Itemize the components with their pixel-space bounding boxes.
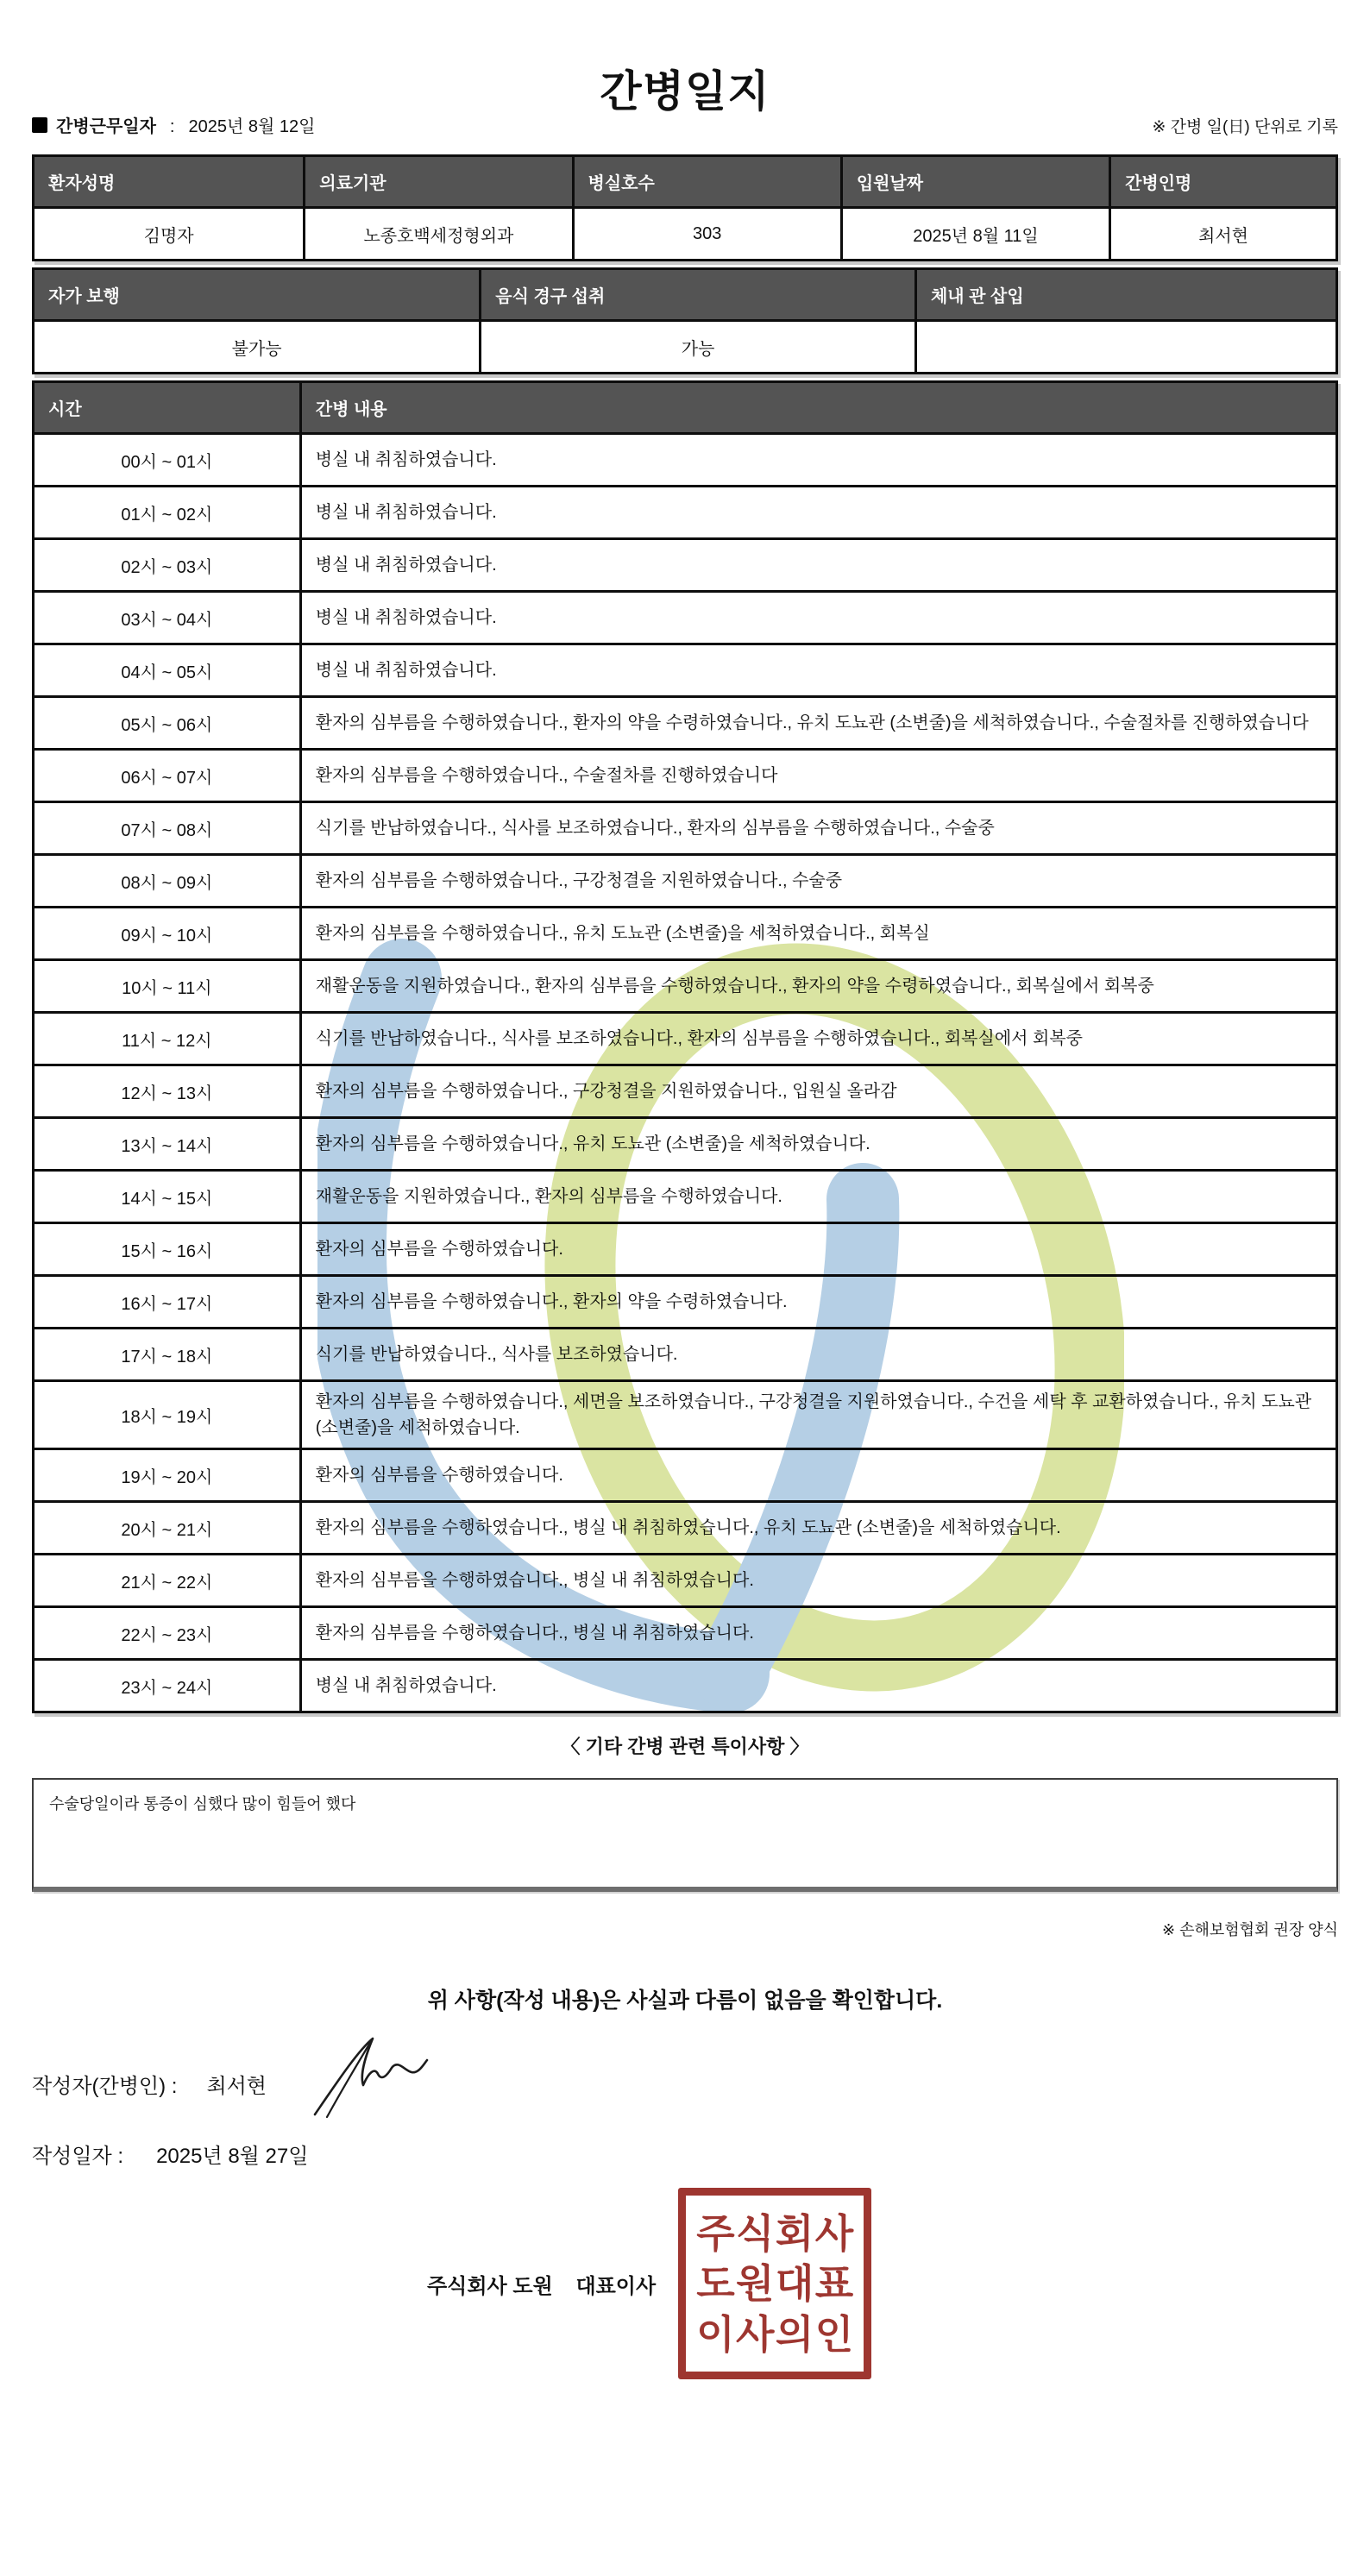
patient-info-value: 2025년 8월 11일: [841, 208, 1109, 261]
care-table-row: [34, 1660, 1337, 1712]
care-content-cell: 환자의 심부름을 수행하였습니다., 세면을 보조하였습니다., 구강청결을 지원하였습니다., 수건을 세탁 후 교환하였습니다., 유치 도뇨관 (소변줄)을 세척하였습니다.: [300, 1381, 1336, 1449]
care-content-cell: 병실 내 취침하였습니다.: [300, 1660, 1336, 1712]
care-time-cell: 14시 ~ 15시: [34, 1171, 301, 1223]
care-time-cell: 15시 ~ 16시: [34, 1223, 301, 1276]
patient-info-header: 의료기관: [305, 156, 573, 208]
care-time-cell: 23시 ~ 24시: [34, 1660, 301, 1712]
stamp-text-row: [696, 2209, 854, 2257]
writer-row: [32, 2059, 1338, 2108]
care-time-cell: 06시 ~ 07시: [34, 750, 301, 802]
stamp-char: 대: [775, 2260, 814, 2307]
stamp-char: 주: [696, 2209, 735, 2257]
care-table-row: [34, 592, 1337, 644]
patient-status-header: 체내 관 삽입: [915, 269, 1336, 321]
care-content-cell: 환자의 심부름을 수행하였습니다., 병실 내 취침하였습니다.: [300, 1607, 1336, 1660]
care-table-row: [34, 644, 1337, 697]
company-row: [32, 2188, 1338, 2379]
care-content-cell: 재활운동을 지원하였습니다., 환자의 심부름을 수행하였습니다.: [300, 1171, 1336, 1223]
patient-info-value: 303: [573, 208, 841, 261]
patient-info-value: 노종호백세정형외과: [305, 208, 573, 261]
write-date-value: 2025년 8월 27일: [156, 2145, 309, 2168]
care-time-header: 시간: [34, 382, 301, 434]
patient-info-value: 김명자: [34, 208, 305, 261]
hourly-care-table: [32, 380, 1338, 1713]
care-time-cell: 04시 ~ 05시: [34, 644, 301, 697]
stamp-char: 식: [736, 2209, 775, 2257]
care-time-cell: 02시 ~ 03시: [34, 539, 301, 592]
care-time-cell: 08시 ~ 09시: [34, 855, 301, 908]
care-time-cell: 16시 ~ 17시: [34, 1276, 301, 1329]
care-time-cell: 10시 ~ 11시: [34, 960, 301, 1013]
care-time-cell: 19시 ~ 20시: [34, 1449, 301, 1502]
patient-status-value: [915, 321, 1336, 374]
patient-info-table: [32, 154, 1338, 261]
care-content-cell: 환자의 심부름을 수행하였습니다., 수술절차를 진행하였습니다: [300, 750, 1336, 802]
care-table-row: [34, 855, 1337, 908]
care-content-cell: 환자의 심부름을 수행하였습니다., 구강청결을 지원하였습니다., 수술중: [300, 855, 1336, 908]
company-name: 주식회사 도원 대표이사: [427, 2274, 657, 2298]
care-time-cell: 11시 ~ 12시: [34, 1013, 301, 1065]
notes-section-title: 〈 기타 간병 관련 특이사항 〉: [561, 1736, 809, 1757]
care-content-cell: 병실 내 취침하였습니다.: [300, 539, 1336, 592]
corporate-seal-stamp: [678, 2188, 871, 2379]
care-content-cell: 병실 내 취침하였습니다.: [300, 644, 1336, 697]
patient-info-header: 환자성명: [34, 156, 305, 208]
care-content-cell: 재활운동을 지원하였습니다., 환자의 심부름을 수행하였습니다., 환자의 약을 수령하였습니다., 회복실에서 회복중: [300, 960, 1336, 1013]
write-date-label: 작성일자 :: [32, 2145, 124, 2168]
care-table-row: [34, 1013, 1337, 1065]
stamp-char: 원: [736, 2260, 775, 2307]
care-content-header: 간병 내용: [300, 382, 1336, 434]
care-time-cell: 07시 ~ 08시: [34, 802, 301, 855]
care-time-cell: 20시 ~ 21시: [34, 1502, 301, 1555]
care-table-row: [34, 1223, 1337, 1276]
care-time-cell: 17시 ~ 18시: [34, 1329, 301, 1381]
patient-info-value: 최서현: [1110, 208, 1337, 261]
care-table-row: [34, 802, 1337, 855]
care-table-row: [34, 750, 1337, 802]
care-table-row: [34, 1607, 1337, 1660]
work-date-label: 간병근무일자: [56, 117, 156, 136]
work-date-value: 2025년 8월 12일: [188, 117, 316, 136]
care-time-cell: 03시 ~ 04시: [34, 592, 301, 644]
stamp-char: 인: [814, 2310, 854, 2358]
care-table-row: [34, 434, 1337, 487]
care-content-cell: 식기를 반납하였습니다., 식사를 보조하였습니다., 환자의 심부름을 수행하였습니다., 회복실에서 회복중: [300, 1013, 1336, 1065]
work-date-row: [32, 112, 1338, 137]
care-time-cell: 12시 ~ 13시: [34, 1065, 301, 1118]
care-table-row: [34, 1449, 1337, 1502]
care-time-cell: 22시 ~ 23시: [34, 1607, 301, 1660]
care-table-row: [34, 908, 1337, 960]
care-time-cell: 05시 ~ 06시: [34, 697, 301, 750]
write-date-row: [32, 2139, 1338, 2169]
care-content-cell: 식기를 반납하였습니다., 식사를 보조하였습니다., 환자의 심부름을 수행하였습니다., 수술중: [300, 802, 1336, 855]
confirmation-statement: 위 사항(작성 내용)은 사실과 다름이 없음을 확인합니다.: [427, 1989, 943, 2013]
care-content-cell: 환자의 심부름을 수행하였습니다., 병실 내 취침하였습니다., 유치 도뇨관 (소변줄)을 세척하였습니다.: [300, 1502, 1336, 1555]
care-table-row: [34, 1555, 1337, 1607]
care-content-cell: 환자의 심부름을 수행하였습니다., 환자의 약을 수령하였습니다.: [300, 1276, 1336, 1329]
care-content-cell: 환자의 심부름을 수행하였습니다., 유치 도뇨관 (소변줄)을 세척하였습니다., 회복실: [300, 908, 1336, 960]
care-time-cell: 00시 ~ 01시: [34, 434, 301, 487]
patient-status-value: 가능: [481, 321, 916, 374]
care-table-row: [34, 697, 1337, 750]
care-content-cell: 병실 내 취침하였습니다.: [300, 434, 1336, 487]
care-time-cell: 18시 ~ 19시: [34, 1381, 301, 1449]
patient-status-header: 자가 보행: [34, 269, 481, 321]
patient-status-value: 불가능: [34, 321, 481, 374]
writer-name: 최서현: [206, 2074, 267, 2098]
writer-label: 작성자(간병인) :: [32, 2074, 178, 2098]
care-table-row: [34, 1171, 1337, 1223]
patient-info-header: 병실호수: [573, 156, 841, 208]
patient-status-header: 음식 경구 섭취: [481, 269, 916, 321]
care-time-cell: 01시 ~ 02시: [34, 487, 301, 539]
patient-info-header: 입원날짜: [841, 156, 1109, 208]
care-content-cell: 환자의 심부름을 수행하였습니다., 병실 내 취침하였습니다.: [300, 1555, 1336, 1607]
care-content-cell: 병실 내 취침하였습니다.: [300, 592, 1336, 644]
notes-text: 수술당일이라 통증이 심했다 많이 힘들어 했다: [49, 1795, 356, 1813]
stamp-char: 표: [814, 2260, 854, 2307]
care-content-cell: 환자의 심부름을 수행하였습니다., 유치 도뇨관 (소변줄)을 세척하였습니다.: [300, 1118, 1336, 1171]
stamp-text-row: [696, 2260, 854, 2307]
care-content-cell: 식기를 반납하였습니다., 식사를 보조하였습니다.: [300, 1329, 1336, 1381]
care-table-row: [34, 1118, 1337, 1171]
stamp-char: 사: [814, 2209, 854, 2257]
patient-status-table: [32, 267, 1338, 374]
stamp-char: 의: [775, 2310, 814, 2358]
care-table-row: [34, 1502, 1337, 1555]
care-table-row: [34, 1381, 1337, 1449]
notes-box: [32, 1778, 1338, 1892]
stamp-char: 회: [775, 2209, 814, 2257]
care-table-row: [34, 960, 1337, 1013]
care-table-row: [34, 1065, 1337, 1118]
form-standard-note: ※ 손해보험협회 권장 양식: [1162, 1921, 1338, 1938]
unit-note: ※ 간병 일(日) 단위로 기록: [1152, 118, 1338, 136]
square-bullet-icon: [32, 117, 47, 133]
care-content-cell: 환자의 심부름을 수행하였습니다., 환자의 약을 수령하였습니다., 유치 도뇨관 (소변줄)을 세척하였습니다., 수술절차를 진행하였습니다: [300, 697, 1336, 750]
care-content-cell: 환자의 심부름을 수행하였습니다.: [300, 1449, 1336, 1502]
care-time-cell: 09시 ~ 10시: [34, 908, 301, 960]
stamp-text-row: [696, 2310, 854, 2358]
stamp-char: 사: [736, 2310, 775, 2358]
work-date-colon: :: [169, 117, 175, 136]
care-table-row: [34, 1329, 1337, 1381]
care-content-cell: 병실 내 취침하였습니다.: [300, 487, 1336, 539]
work-date: [32, 112, 315, 137]
care-time-cell: 21시 ~ 22시: [34, 1555, 301, 1607]
care-content-cell: 환자의 심부름을 수행하였습니다., 구강청결을 지원하였습니다., 입원실 올라감: [300, 1065, 1336, 1118]
patient-info-header: 간병인명: [1110, 156, 1337, 208]
page-title: 간병일지: [600, 67, 770, 116]
care-table-row: [34, 539, 1337, 592]
care-time-cell: 13시 ~ 14시: [34, 1118, 301, 1171]
care-table-row: [34, 487, 1337, 539]
care-content-cell: 환자의 심부름을 수행하였습니다.: [300, 1223, 1336, 1276]
stamp-char: 이: [696, 2310, 735, 2358]
stamp-char: 도: [696, 2260, 735, 2307]
care-table-row: [34, 1276, 1337, 1329]
handwritten-signature: [308, 2032, 430, 2121]
